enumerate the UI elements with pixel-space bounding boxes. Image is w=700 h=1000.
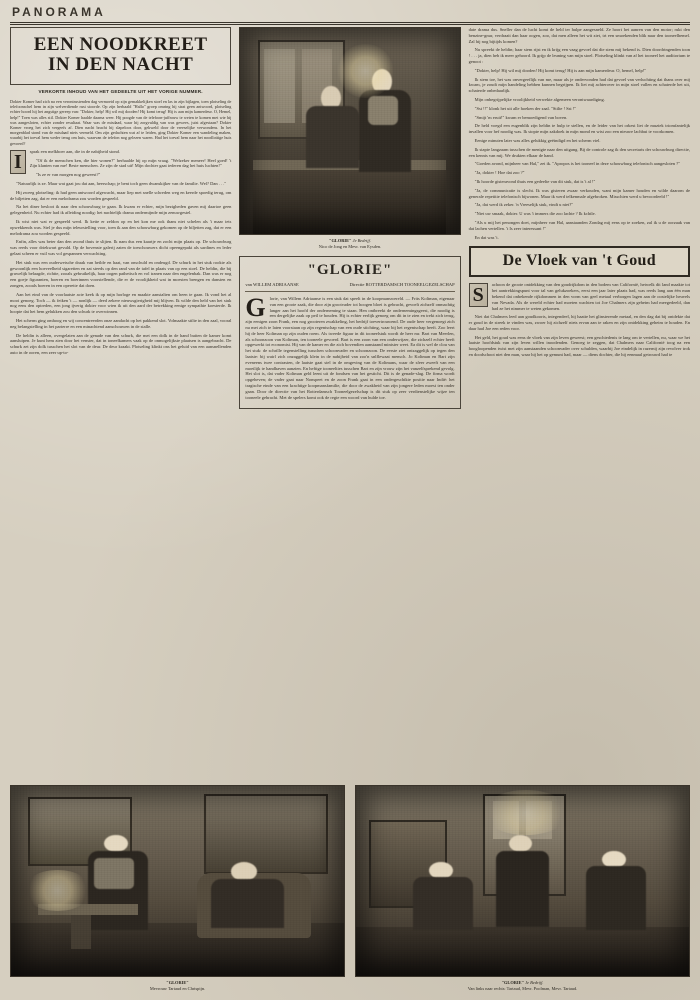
body-paragraph: "Goeden avond, mijnheer van Hal," zei ik. "Apropos is het tooneel in deze schouwburg telefonisch aangesloten ?" [474, 161, 680, 167]
drop-cap-G: G [245, 293, 266, 322]
body-paragraph: Eenige minuten later was alles gelukkig geëindigd en het scherm viel. [474, 137, 601, 143]
body-paragraph: Het stuk was een ouderwetsche draak van heilde en haat, van onschuld en ondeugd. De schurk in het stuk rookte als gewoonlijk een hoeveelheid sigaretten en zat steeds op den rand van de tafel in plaats van op een stoel. De heldin, die bij gruwelijk belaagde, richtte, zooals gebruikelijk, haar oogen pathetisch en vol tranen naar den engelenbak. Dan was er nog een goeje figuranten, boeren en boerinnen voorstellende, die er de vroolijkheid wat in moesten brengen en dansten en zongen, zooals boeren in een operette dat doen. [10, 259, 232, 288]
photo-glorie-bottom-right [355, 785, 690, 977]
caption-title: "GLORIE" [501, 980, 525, 985]
bottom-photo-row [10, 785, 690, 997]
vloek-body [469, 282, 690, 358]
caption-photo-bottom-left [10, 980, 345, 992]
article-columns [10, 27, 690, 779]
column-left [10, 27, 231, 779]
photo-glorie-bottom-left [10, 785, 345, 977]
body-paragraph: Hij zweeg plotseling: ik had geen antwoord afgewacht, maar liep met snelle schreden weg en keerde spoedig terug, om de biljetten zag, dat er een melodrama zou worden gespeeld. [10, 189, 232, 201]
glorie-company: Directie ROTTERDAMSCH TOONEELGEZELSCHAP [349, 282, 455, 287]
page-title-line1: EEN NOODKREET [33, 34, 208, 55]
body-paragraph: Het geld, het goud was eens de vloek van zijn leven geweest; een geschiedenis te lang om te vertellen, nu, waar we het laatste hoofdstuk van zijn leven willen inoodenden. Genoeg te zeggen, dat Chalmers naar Californië toog na een hoogloopenden twist met zijn aanstaanden schoonvader over schulden, waarbij Joe eindelijk in razernij zijn revolver trok en doodschoot niet den man, waar hij het op gemunt had, maar — diens dochter, die hij eenmaal getrouwd had te [468, 334, 690, 358]
column-middle [239, 27, 460, 779]
body-paragraph: "Als u mij het penongen doet, mijnheer van Hal, aanstaanden Zondag mij eens op te zoeken, zal ik u de oorzaak van dat lachen vertellen. 't Is zeer interessant !" [468, 219, 690, 231]
body-paragraph: "Sst !!" klonk het uit alle hoeken der zaal. "Stilte ! Sst !" [474, 105, 577, 111]
photo-scene [240, 28, 459, 234]
article-body-right [469, 27, 690, 240]
caption-act: Je Bedrijf. [352, 238, 371, 243]
body-paragraph: "Is ze er van morgen nog geweest?" [35, 172, 101, 178]
body-paragraph: "Of ik de menschen ken, die hier wonen?" herhaalde hij op mijn vraag. "Welzeker meneer! Heel goed! 't Zijn klanten van me! Beste menschen. Ze zijn de stad uit! Mijn dochter gaat iederen dag het huis luchten!" [29, 157, 232, 169]
body-paragraph: Ik stapte langzaam tusschen de menigte naar den uitgang. Bij de controle zag ik den secretaris der schouwburg directie, een kennis van mij. We drukten elkaar de hand. [468, 146, 690, 158]
glorie-credits [245, 282, 454, 292]
article-kicker: VERKORTE INHOUD VAN HET GEDEELTE UIT HET VORIGE NUMMER. [38, 89, 203, 94]
caption-title: "GLORIE" [166, 980, 189, 985]
article-body-left [10, 149, 231, 356]
body-paragraph: "Dokter, help! Hij wil mij dooden! Hij komt terug! Hij is aan mijn kamerdeur. O, hemel, help!" [474, 67, 647, 73]
body-paragraph: "Natuurlijk is ze. Maar wat gaat jou dat aan, heerschap; je bent toch geen dwanskijker van de familie. Wel? Dan . . ." [16, 181, 227, 187]
body-paragraph: Enfin, alles was beter dan den avond thuis te slijten. Ik nam dus een kaartje en zocht mijn plaats op. De schouwburg was reeds voor driekwart gevuld. Op de bovenste galerij zaten de toeschouwers dicht opeengepakt als sardines en leder gelaat scheen er vuil was vol gespannen verwachting. [10, 239, 232, 256]
caption-names: Nico de Jong en Mevr. van Eysden. [318, 244, 382, 249]
caption-act: Je Bedrijf. [525, 980, 544, 985]
body-paragraph: Nu spreekt de heldin; haar stem rijst en ik krijg een vaag gevoel dat die stem mij bekend is. Dien doordringenden toon ! . . . ja, dien heb ik meer gehoord. Ik grijp de leuning van mijn stoel. Plotseling klinkt van af het tooneel het auditorium te genoot : [468, 47, 690, 64]
photo-block-left [10, 785, 345, 997]
glorie-sidebar [239, 256, 460, 409]
photo-glorie-top [239, 27, 460, 235]
body-paragraph: "Smijt 'm eruit!" kwam er bemoedigend van boven. [474, 114, 568, 120]
body-paragraph: date drama dus. Sneller dan de lucht komt de held ter hulpe aangesneld. Ze hoort het aanren van den motor; rukt den benzine-gnur, verdraait dan haar oogen, zoo, dat men alleen het wit ziet, trt een smoekenden blik naar den tooneelhemel. Zal hij nog bijtijds komen? [468, 27, 690, 44]
body-paragraph: I sprak een melkboer aan, die in de nabijheid stond. [10, 149, 231, 155]
body-paragraph: De held voegd een eugenblik zijn heldin te hulp te stellen, en de leider van het orkest liet de muziek triomfantelijk invallen voor hef noodig was. Ik stopte mijn zakdoek in mijn mond en wist zoo een nieuwe lachbui te voorkomen. [468, 123, 690, 135]
body-paragraph: Ik wist niet wat er gespeeld werd. Ik kette er zeldon op en het kon me ook thans niet schelen als 't maar iets opwekkends was. Stel je dus mijn teleurstelling voor, toen ik aan den schouwburg gekomen op de biljetten zag, dat er een melodrama zou worden gespeeld. [10, 219, 232, 236]
body-paragraph: Aan het eind van de voorlaatste acte keek ik op mijn horloge en maakte aanstalten om heen te gaan. Ik vond het al mooi genoeg. Toch — ik feiken 't — nonlijk — deed zekere nieuwsgierigheid mij blijven. Ik wilde den held van het stuk nog eens den optreden, een jong ijverig dokter voor wien ik uit den aard der betrekking eenige sympathie koesterde. Ik hoopte dat het hem gelukken zou den schurk te overwinnen. [10, 291, 232, 315]
body-paragraph: "Ja, dat werd ik zeker. 'n Vreeselijk stuk, vindt u niet?" [474, 202, 574, 208]
body-paragraph: En dat was 't. [474, 234, 499, 240]
body-paragraph: Na het diner besloot ik naar den schouwburg te gaan. Ik kwam er echter, mijn bezigheden gaven mij daartoe geen gelegenheid. Nu echter had ik afleiding noodig: het nachtelijk drama ondermijnde mijn zenuwgestel. [10, 204, 232, 216]
photo-scene [356, 786, 689, 976]
body-paragraph: Mijn onbegrijpelijke vroolijkheid verwekte algemeen verontwaardiging. [474, 96, 605, 102]
column-right [469, 27, 690, 779]
headline-box [10, 27, 231, 85]
caption-names: Van links naar rechts: Tartaud, Mevr. Poolman, Mevr. Tartaud. [467, 986, 578, 991]
brand-title: PANORAMA [12, 5, 106, 19]
body-paragraph: "Niet uw smaak, dokter. U was 't immers die zoo lachte ? Ik kchtle. [474, 211, 596, 217]
glorie-author: van WILLEM ADRIAANSE [245, 282, 299, 287]
body-paragraph: Niet dat Chalmers leed aan goudkoorts, integendeel, hij haatte het glinsterende metaal, en den dag dat bij ontdekte dat er goud in de streek te vinden was, zwoer hij zichzelf niets ervan aan te raken en zijn ontdekking geheim te houden. En daar had Joe een reden voor. [468, 314, 690, 331]
vloek-title: De Vloek van 't Goud [502, 252, 656, 270]
glorie-title: "GLORIE" [307, 262, 393, 278]
masthead [10, 6, 690, 23]
article-summary-block [10, 99, 231, 146]
masthead-rule [10, 24, 690, 25]
drop-cap-I: I [10, 150, 26, 174]
photo-scene [11, 786, 344, 976]
drop-cap-S: S [469, 283, 488, 307]
caption-photo-bottom-right [355, 980, 690, 992]
glorie-body [245, 293, 455, 400]
body-paragraph: Het scherm ging omhoog en wij concentreerden onze aandacht op het pakkend slot. Volmaakte stilte in den zaal, vooral neg belangstelling in het parterre en een minachtend aanschouwen in de stalle. [10, 317, 232, 329]
body-paragraph: "Ja, dokter ! Hoe dat zoo ?" [474, 170, 525, 176]
body-paragraph: "Ik hoorde gisteravond thuis een gedeelte van dit stuk, dat is 't al !" [474, 178, 596, 184]
caption-title: "GLORIE" [329, 238, 352, 243]
photo-block-right [355, 785, 690, 997]
article-summary: Dokter Komer had zich na een verontrustenden dag vermoeid op zijn gemakkelijken stoel en las in zijn bijlagen, toen plotseling de telefoonschel hem in zijn welverdiende rust stoorde. Op zijn herhaald "Hallo" groep omring hij strat geen antwoord, plotseling echter hoord hij het angstige gereep van: "Dokter, help! Hij wil mij dooden! Hij komt terug! Hij is aan mijn kamerdeur. O, Hemel, help!" Toen was alles stil. Dokter Komer haalde daarna weer. Hij poogde van de telefoon-juffrouw te weten te komen met wie hij was aangesloten, echter zonder resultaat. Waar was de misdaad, waar hij zorgvuldig van was gewees, juist afgestaan? Dokter Komer vroeg het zich vergeefs af. Dien nacht bracht hij slapeloos door, gekweld door de vreeselijke verwondens. In het morgenblad stond van de misdaad niets vermeld. Om zijn gedachten wat af te leiden, ging Dokter Komer een wandeling maken, waarbij het toeval hem weder terug om huis, waarvan de telefon nog gelezen waren. Had het toeval hem naar het noodlottige huis gevoerd? [10, 99, 232, 146]
body-paragraph: Ik stem toe, het was onvergeeflijk van me, maar als je ondervonden had dat gevoel van verluchting dat thans over mij kwam, je zoudt mijn handeling hebben kunnen begrijpen. Ik liet mij achterover in mijn stoel vallen en schaterde het uit, schaterde onbedaarlijk. [468, 76, 690, 94]
page-title-line2: IN DEN NACHT [47, 54, 194, 75]
caption-photo-top [239, 238, 460, 250]
body-paragraph: Glorie, van Willem Adriaanse is een stuk dat speelt in de koopmanswereld. — Frits Koltman, eigenaar van een groote zaak, die door zijn grootvader tot hoogen bloei is gebracht, gevoelt zichzelf onmachtig langer aan het hoofd der onderneming te staan. Hen ontbreekt de ondernemingsgeest, die noodig is een dergelijke zaak op peil te houden. Hij is echter eerlijk genoeg om dit in te zien en trekt zich terug, zijn eenigen zoon Frank, een nog grooteren zwakkeling, het bedrijf toevertrouwend. De oude heer vergenoegt zich nu met zich te laten voorstaan op zijn regentschap van een oude stichting, waar bij het regentschap heeft. Zoo leert hij de heer Koltman op zijn ouden roem. Als tweede figuur in dit tooneelstuk wordt de heer mr. Bart van Meerlen, als schoonzoon van Koltman, ten tooneele gevoerd. Bart is een zoon van een onderwijzer, die zichzelf echter heeft opgewerkt tot economist. Hij van de kamer en die zich bovendien aanstaand minister weet. Ea dit is wel de clou van het stuk: de schrille tegenstelling tusschen schoonvader en schoonzoon. De eerste ziet ontzaggelijk op tegen den laatste: bij wairl zich onzaggelijk klein in de nabijheid van zoo'n snlflewaat mensch. Jo Koltman en Bart zijn eveneens twee contrasten, de laatste gaat stel in de omgeving van de Koltmans, waar de sfeer zweeft van een moeilijk te handhaven aanzien. En heftige tooneelties tusschen Bart en zijn vrouw zijn het vanzelfsprekend gevolg. Het slot is, dat vader Koltman geld leent uit de fondsen van het gesticht. Dit is de genade-slag. De firma wordt opgeheven; de vader gaat naar Nonspeet en de zoon Frank gaat in een ondergeschikte positie naar Indië: het tragische einde van een krachtige koopmansfamilie, die door de zwakheid van zijn jongere leden moest ten onder gaan. Door de directie van het Rotterdamsch Tooneelgezelschap is dit stuk op zeer verdienstelijke wijze ten tooneele gebracht. Met de spelers komt ook de regie een woord van hulde toe. [245, 293, 455, 400]
body-paragraph: "Ja, de communicatie is slecht. Ik was gisteren zwaar verkouden, want mijn kamer houden en wilde daarom de generale repetitie telefonisch bijwonen. Maar ik werd telkenmale afgebroken. Misschien werd u bevoordeeld !" [468, 187, 690, 199]
body-paragraph: De heldin is alleen, overgelaten aan de genade van den schurk, die met een dolk in de hand buiten de kamer komt aansluipen. Je kunt hem zien door het venster, dat in toneelkamers vaak op de onmogelijkste plaatsen is aangebracht. De schurk zet zijn dolk tusschen het slot van de deur. De deur kraakt. Plotseling klinkt ons het geluid van een aansnellenden auto in de ooren, een zeer up-to- [10, 332, 232, 355]
caption-names: Mevrouw Tartaud en Chrispijn. [149, 986, 206, 991]
vloek-headline-band [469, 246, 690, 277]
body-paragraph: S achoon de groote ontdekking van den goudrijkdom in den bodem van Californië, hetwelk dit land maakte tot het aantrekkingspunt voor tal van gelukzoekers, eerst een jaar later plaats had, was reeds lang aan één man bekend dat onbekende rijkdommen in den vorm van geel metaal verborgen lagen aan de oostelijke heuvels van Nevada. Als de wereld echter had moeten wachten tot Joe Chalmers zijn geheim had meegedeeld, dan had ze het nimmer te weten gekomen. [469, 282, 690, 311]
